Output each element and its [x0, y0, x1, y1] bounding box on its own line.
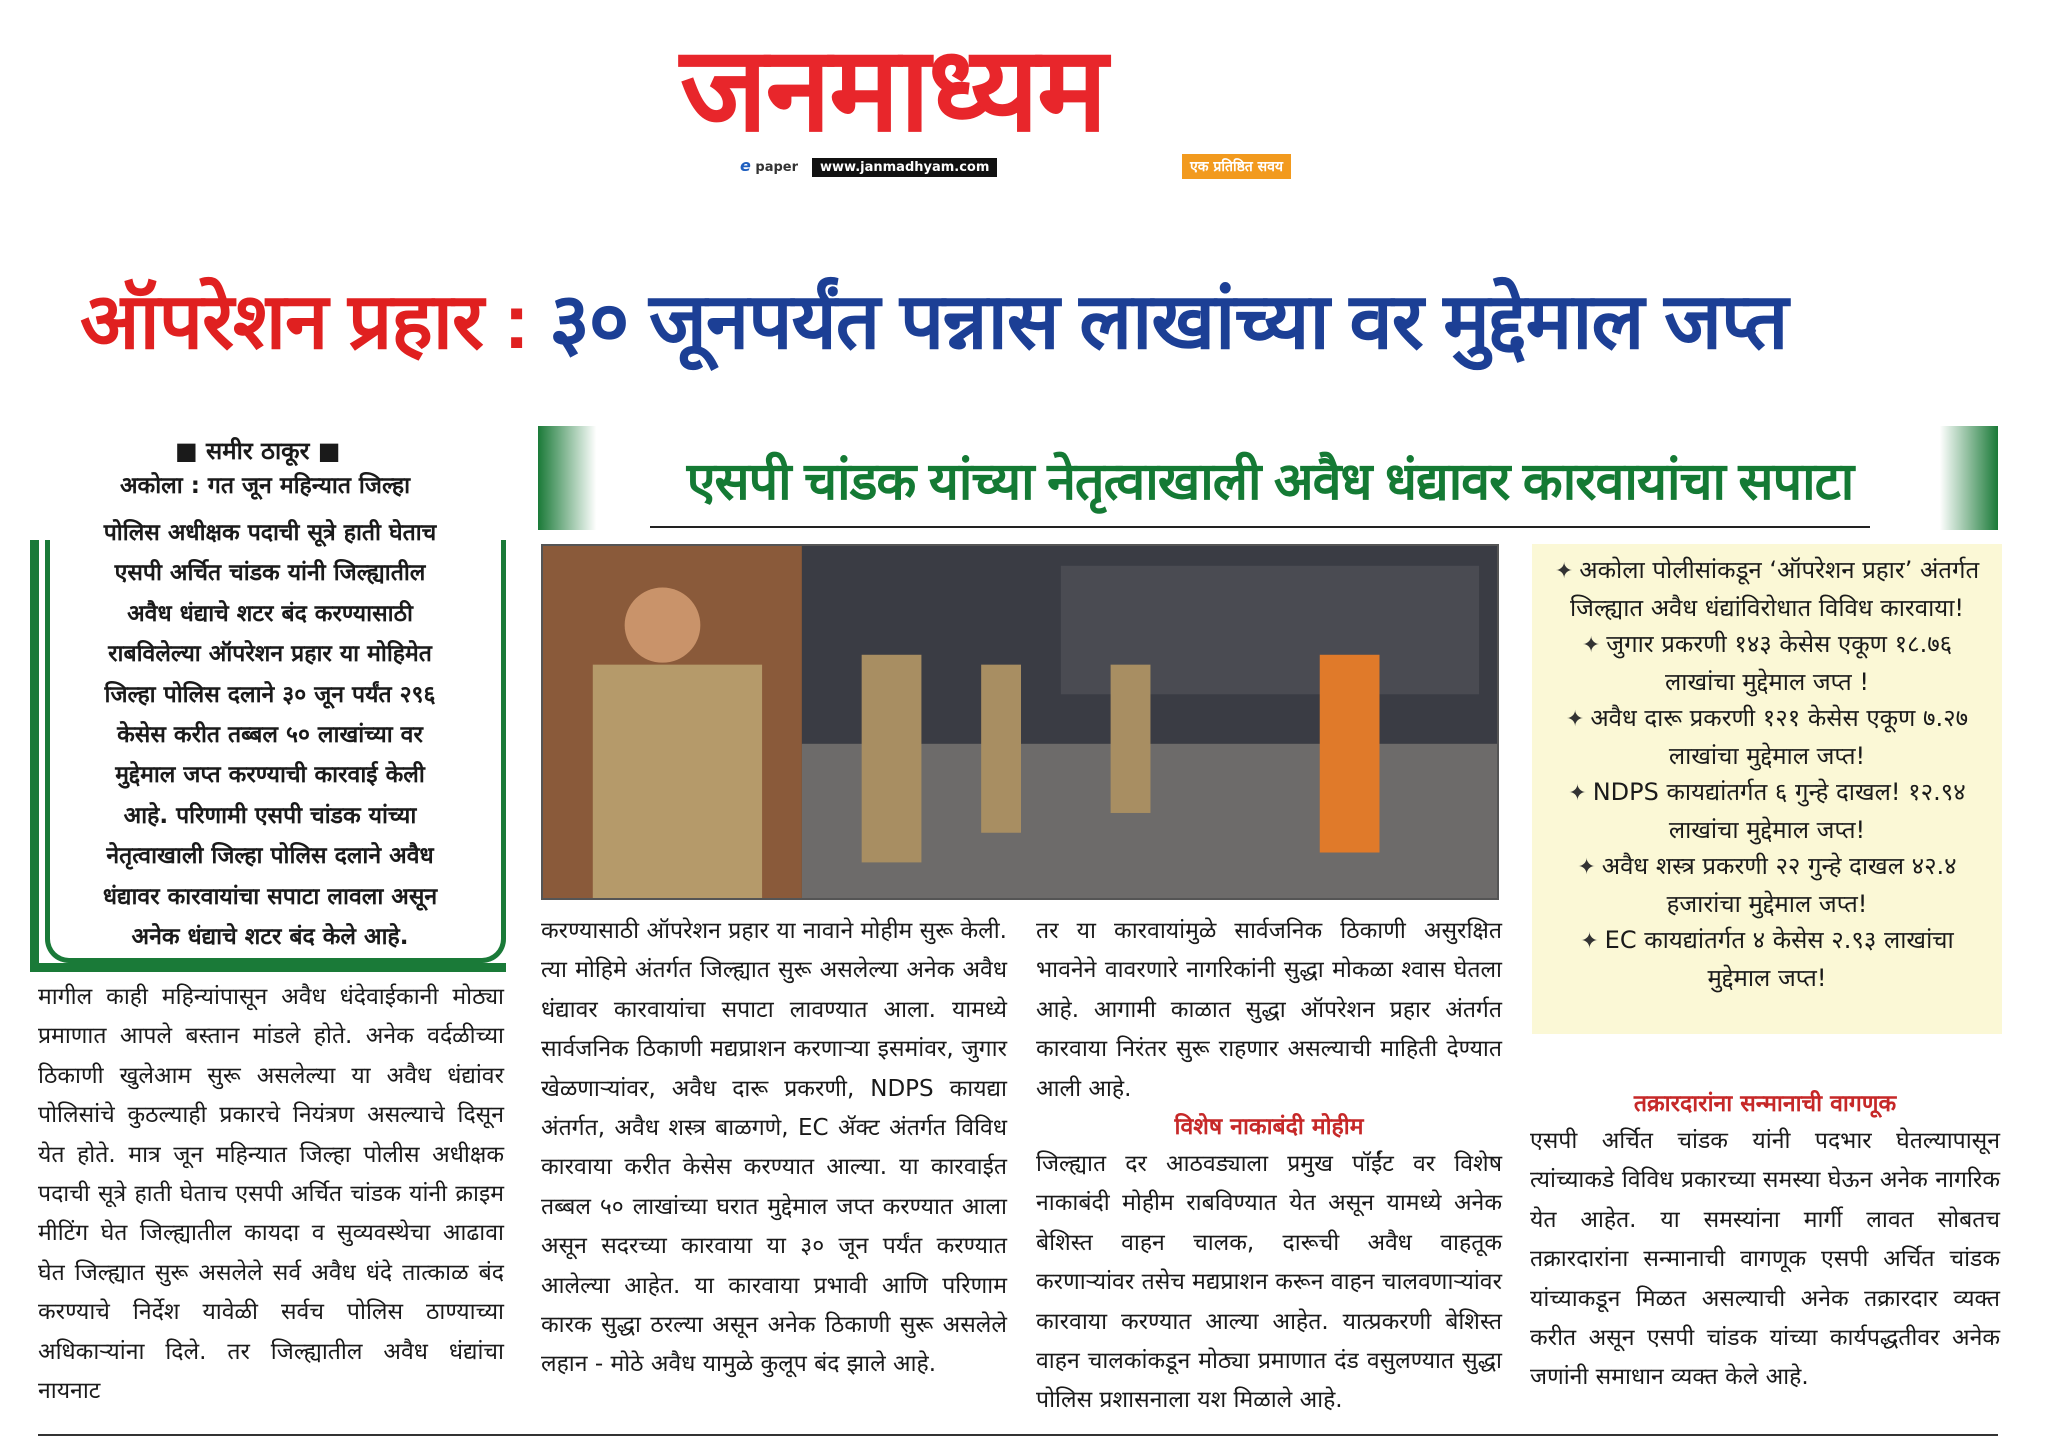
article-column-1: मागील काही महिन्यांपासून अवैध धंदेवाईकानी मोठ्या प्रमाणात आपले बस्तान मांडले होते. अनेक वर्दळीच्या ठिकाणी खुलेआम सुरू असलेल्या या अवैध धंद्यांवर पोलिसांचे कुठल्याही प्रकारचे नियंत्रण असल्याचे दिसून येत होते. मात्र जून महिन्यात जिल्हा पोलीस अधीक्षक पदाची सूत्रे हाती घेताच एसपी अर्चित चांडक यांनी क्राइम मीटिंग घेत जिल्ह्यातील कायदा व सुव्यवस्थेचा आढावा घेत जिल्ह्यात सुरू असलेले सर्व अवैध धंदे तात्काळ बंद करण्याचे निर्देश यावेळी सर्वच पोलिस ठाण्याच्या अधिकाऱ्यांना दिले. तर जिल्ह्यातील अवैध धंद्यांचा नायनाट	[38, 984, 504, 1405]
highlight-item: ✦ EC कायद्यांतर्गत ४ केसेस २.९३ लाखांचा मुद्देमाल जप्त!	[1580, 926, 1954, 992]
intro-first-line: अकोला : गत जून महिन्यात जिल्हा	[119, 473, 411, 499]
highlight-item: ✦ NDPS कायद्यांतर्गत ६ गुन्हे दाखल! १२.९४ लाखांचा मुद्देमाल जप्त!	[1568, 778, 1966, 844]
subheadline-rule	[650, 526, 1870, 528]
newspaper-logo: जनमाध्यम	[680, 19, 1106, 158]
star-icon: ✦	[1577, 855, 1596, 880]
star-icon: ✦	[1554, 559, 1574, 584]
section-heading-nakabandi: विशेष नाकाबंदी मोहीम	[1174, 1114, 1364, 1141]
news-photo	[541, 544, 1499, 900]
tagline: एक प्रतिष्ठित सवय	[1182, 154, 1291, 179]
star-icon: ✦	[1568, 781, 1587, 806]
epaper-label: e paper	[740, 156, 799, 175]
article-column-3: तर या कारवायांमुळे सार्वजनिक ठिकाणी असुरक्षित भावनेने वावरणारे नागरिकांनी सुद्धा मोकळा श्वास घेतला आहे. आगामी काळात सुद्धा ऑपरेशन प्रहार अंतर्गत कारवाया निरंतर सुरू राहणार असल्याची माहिती देण्यात आली आहे. विशेष नाकाबंदी मोहीम जिल्ह्यात दर आठवड्याला प्रमुख पॉईंट वर विशेष नाकाबंदी मोहीम राबविण्यात येत असून यामध्ये अनेक बेशिस्त वाहन चालक, दारूची अवैध वाहतूक करणाऱ्यांवर तसेच मद्यप्राशन करून वाहन चालवणाऱ्यांवर कारवाया करण्यात आल्या आहेत. यात्प्रकरणी बेशिस्त वाहन चालकांकडून मोठ्या प्रमाणात दंड वसुलण्यात सुद्धा पोलिस प्रशासनाला यश मिळाले आहे.	[1036, 918, 1502, 1414]
epaper-e-icon: e	[740, 156, 751, 175]
star-icon: ✦	[1580, 929, 1599, 954]
highlight-item: ✦ अकोला पोलीसांकडून ‘ऑपरेशन प्रहार’ अंतर्गत जिल्ह्यात अवैध धंद्यांविरोधात विविध कारवाया!	[1554, 556, 1980, 622]
byline: ■ समीर ठाकूर ■	[175, 437, 341, 465]
subheadline: एसपी चांडक यांच्या नेतृत्वाखाली अवैध धंद्यावर कारवायांचा सपाटा	[686, 453, 1854, 511]
highlight-item: ✦ जुगार प्रकरणी १४३ केसेस एकूण १८.७६ लाखांचा मुद्देमाल जप्त !	[1581, 630, 1953, 696]
article-column-2: करण्यासाठी ऑपरेशन प्रहार या नावाने मोहीम सुरू केली. त्या मोहिमे अंतर्गत जिल्ह्यात सुरू असलेल्या अनेक अवैध धंद्यावर कारवायांचा सपाटा लावण्यात आला. यामध्ये सार्वजनिक ठिकाणी मद्यप्राशन करणाऱ्या इसमांवर, जुगार खेळणाऱ्यांवर, अवैध दारू प्रकरणी, NDPS कायद्या अंतर्गत, अवैध शस्त्र बाळगणे, EC ॲक्ट अंतर्गत विविध कारवाया करीत केसेस करण्यात आल्या. या कारवाईत तब्बल ५० लाखांच्या घरात मुद्देमाल जप्त करण्यात आला असून सदरच्या कारवाया या ३० जून पर्यंत करण्यात आलेल्या आहेत. या कारवाया प्रभावी आणि परिणाम कारक सुद्धा ठरल्या असून अनेक ठिकाणी सुरू असलेले लहान - मोठे अवैध यामुळे कुलूप बंद झाले आहे.	[541, 918, 1007, 1378]
highlights-box	[1532, 544, 2002, 1034]
article-column-4: तक्रारदारांना सन्मानाची वागणूक एसपी अर्चित चांडक यांनी पदभार घेतल्यापासून त्यांच्याकडे विविध प्रकारच्या समस्या घेऊन अनेक नागरिक येत आहेत. या समस्यांना मार्गी लावत सोबतच तक्रारदारांना सन्मानाची वागणूक एसपी अर्चित चांडक यांच्याकडून मिळत असल्याची अनेक तक्रारदार व्यक्त करीत असून एसपी चांडक यांच्या कार्यपद्धतीवर अनेक जणांनी समाधान व्यक्त केले आहे.	[1530, 1086, 2000, 1398]
bottom-rule	[38, 1434, 1998, 1436]
main-headline	[80, 277, 1980, 365]
star-icon: ✦	[1581, 633, 1601, 658]
headline-red-part: ऑपरेशन प्रहार :	[80, 277, 529, 365]
star-icon: ✦	[1565, 707, 1585, 732]
section-heading-complainants: तक्रारदारांना सन्मानाची वागणूक	[1633, 1091, 1897, 1117]
website-url[interactable]: www.janmadhyam.com	[812, 158, 997, 177]
intro-body: पोलिस अधीक्षक पदाची सूत्रे हाती घेताच एसपी अर्चित चांडक यांनी जिल्ह्यातील अवैध धंद्याचे शटर बंद करण्यासाठी राबविलेल्या ऑपरेशन प्रहार या मोहिमेत जिल्हा पोलिस दलाने ३० जून पर्यंत २९६ केसेस करीत तब्बल ५० लाखांच्या वर मुद्देमाल जप्त करण्याची कारवाई केली आहे. परिणामी एसपी चांडक यांच्या नेतृत्वाखाली जिल्हा पोलिस दलाने अवैध धंद्यावर कारवायांचा सपाटा लावला असून अनेक धंद्याचे शटर बंद केले आहे.	[102, 520, 438, 951]
highlight-item: ✦ अवैध शस्त्र प्रकरणी २२ गुन्हे दाखल ४२.४ हजारांचा मुद्देमाल जप्त!	[1577, 852, 1957, 918]
highlight-item: ✦ अवैध दारू प्रकरणी १२१ केसेस एकूण ७.२७ लाखांचा मुद्देमाल जप्त!	[1565, 704, 1969, 770]
headline-blue-part: ३० जूनपर्यंत पन्नास लाखांच्या वर मुद्देमाल जप्त	[549, 277, 1788, 365]
